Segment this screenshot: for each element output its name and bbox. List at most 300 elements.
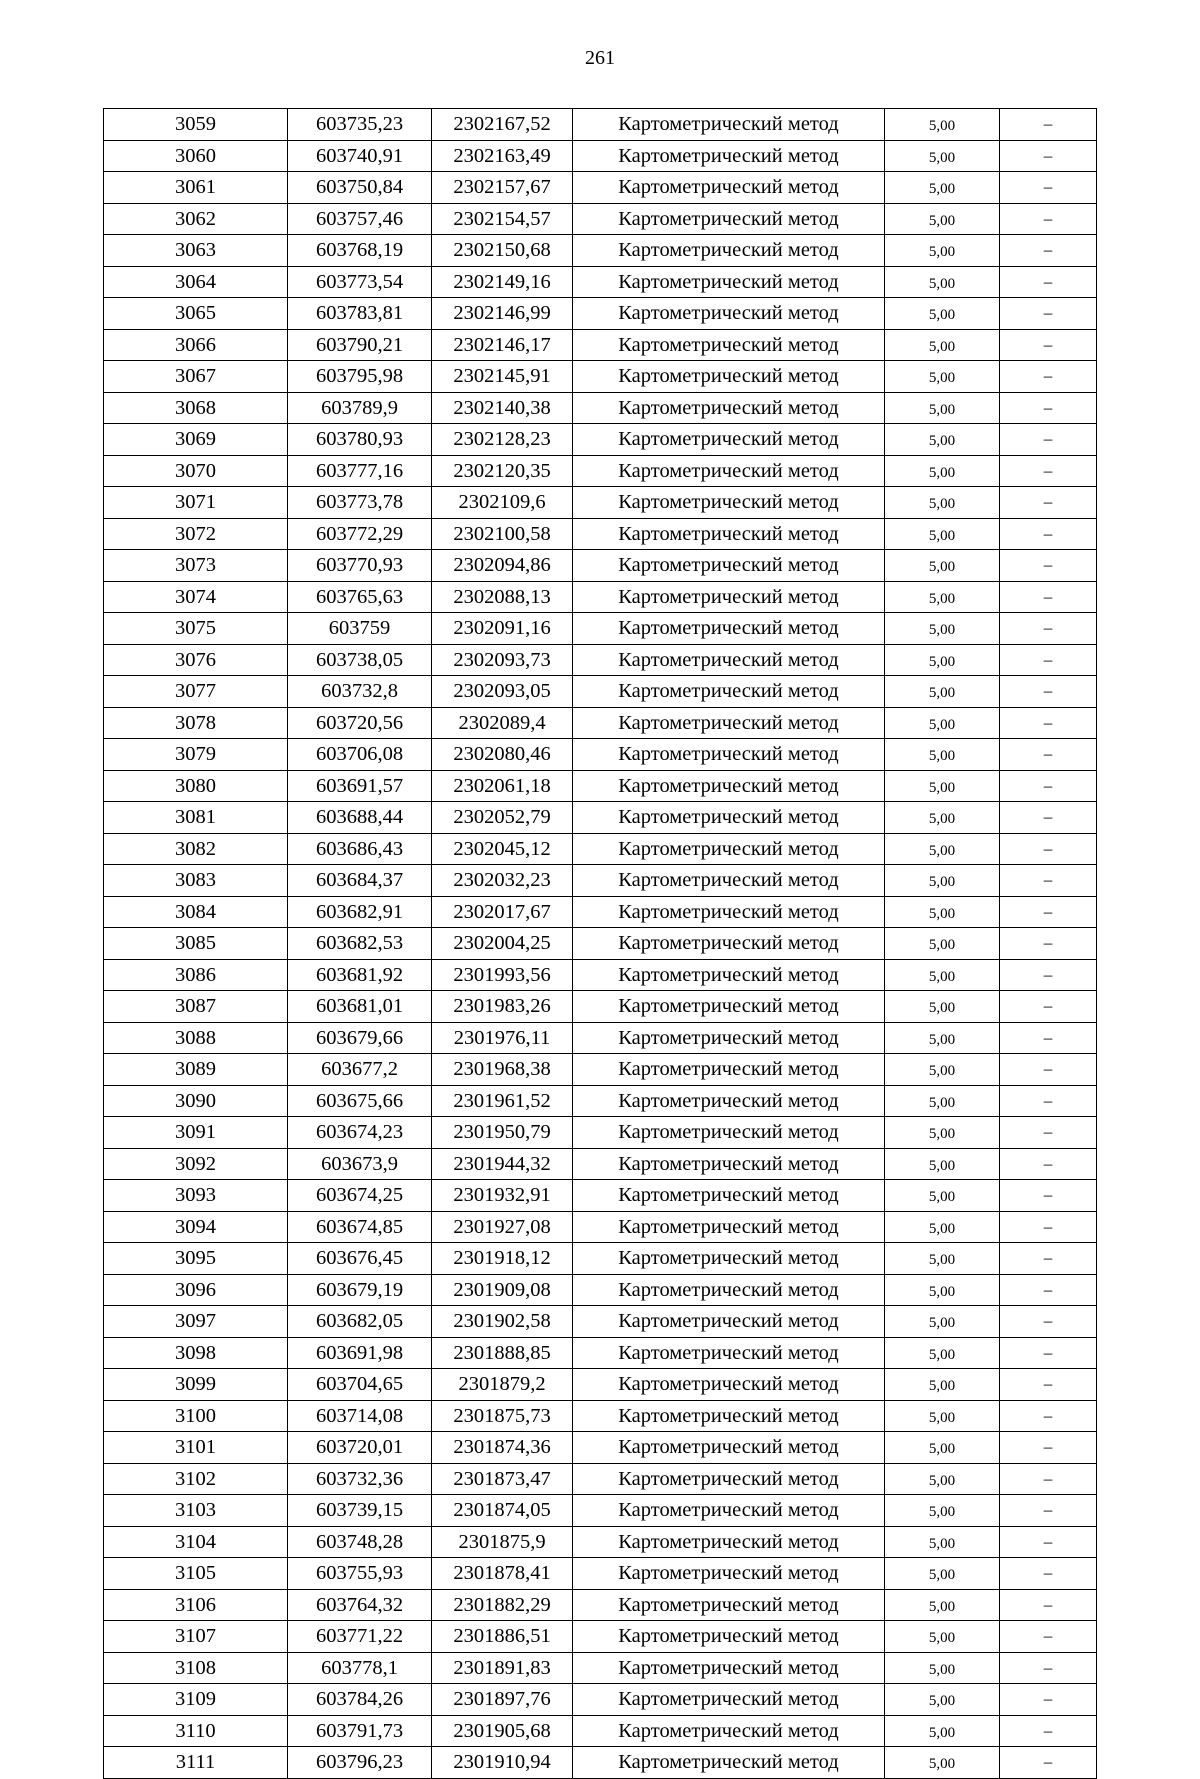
table-row [104,613,1097,645]
accuracy-cell: 5,00 [885,865,1000,897]
accuracy-cell: 5,00 [885,1526,1000,1558]
method-cell: Картометрический метод [573,613,885,645]
method-cell: Картометрический метод [573,298,885,330]
accuracy-cell: 5,00 [885,1211,1000,1243]
table-row [104,1085,1097,1117]
note-cell: – [1000,644,1097,676]
table-row [104,1463,1097,1495]
point-number-cell: 3106 [104,1589,288,1621]
table-row [104,1211,1097,1243]
accuracy-cell: 5,00 [885,1747,1000,1779]
note-cell: – [1000,1274,1097,1306]
note-cell: – [1000,1463,1097,1495]
x-coordinate-cell: 603735,23 [288,109,432,141]
method-cell: Картометрический метод [573,487,885,519]
method-cell: Картометрический метод [573,1747,885,1779]
y-coordinate-cell: 2301875,9 [432,1526,573,1558]
x-coordinate-cell: 603673,9 [288,1148,432,1180]
note-cell: – [1000,1180,1097,1212]
accuracy-cell: 5,00 [885,613,1000,645]
table-row [104,1621,1097,1653]
y-coordinate-cell: 2301874,05 [432,1495,573,1527]
x-coordinate-cell: 603783,81 [288,298,432,330]
point-number-cell: 3070 [104,455,288,487]
method-cell: Картометрический метод [573,581,885,613]
note-cell: – [1000,1400,1097,1432]
x-coordinate-cell: 603777,16 [288,455,432,487]
note-cell: – [1000,1652,1097,1684]
point-number-cell: 3100 [104,1400,288,1432]
method-cell: Картометрический метод [573,928,885,960]
table-row [104,1558,1097,1590]
x-coordinate-cell: 603738,05 [288,644,432,676]
x-coordinate-cell: 603682,91 [288,896,432,928]
note-cell: – [1000,266,1097,298]
accuracy-cell: 5,00 [885,802,1000,834]
point-number-cell: 3063 [104,235,288,267]
accuracy-cell: 5,00 [885,770,1000,802]
note-cell: – [1000,1243,1097,1275]
table-row [104,1148,1097,1180]
note-cell: – [1000,676,1097,708]
table-row [104,1684,1097,1716]
y-coordinate-cell: 2302109,6 [432,487,573,519]
note-cell: – [1000,361,1097,393]
accuracy-cell: 5,00 [885,833,1000,865]
point-number-cell: 3065 [104,298,288,330]
point-number-cell: 3089 [104,1054,288,1086]
method-cell: Картометрический метод [573,109,885,141]
note-cell: – [1000,1085,1097,1117]
y-coordinate-cell: 2302017,67 [432,896,573,928]
y-coordinate-cell: 2302093,05 [432,676,573,708]
accuracy-cell: 5,00 [885,644,1000,676]
point-number-cell: 3069 [104,424,288,456]
y-coordinate-cell: 2302149,16 [432,266,573,298]
table-row [104,865,1097,897]
method-cell: Картометрический метод [573,1621,885,1653]
table-row [104,172,1097,204]
point-number-cell: 3109 [104,1684,288,1716]
table-row [104,487,1097,519]
note-cell: – [1000,392,1097,424]
y-coordinate-cell: 2302088,13 [432,581,573,613]
x-coordinate-cell: 603732,36 [288,1463,432,1495]
y-coordinate-cell: 2302093,73 [432,644,573,676]
method-cell: Картометрический метод [573,1148,885,1180]
x-coordinate-cell: 603691,57 [288,770,432,802]
table-row [104,581,1097,613]
note-cell: – [1000,1432,1097,1464]
point-number-cell: 3078 [104,707,288,739]
table-row [104,518,1097,550]
method-cell: Картометрический метод [573,707,885,739]
x-coordinate-cell: 603778,1 [288,1652,432,1684]
point-number-cell: 3061 [104,172,288,204]
x-coordinate-cell: 603674,25 [288,1180,432,1212]
x-coordinate-cell: 603739,15 [288,1495,432,1527]
accuracy-cell: 5,00 [885,928,1000,960]
note-cell: – [1000,928,1097,960]
point-number-cell: 3059 [104,109,288,141]
y-coordinate-cell: 2301918,12 [432,1243,573,1275]
note-cell: – [1000,991,1097,1023]
method-cell: Картометрический метод [573,1558,885,1590]
note-cell: – [1000,487,1097,519]
accuracy-cell: 5,00 [885,487,1000,519]
accuracy-cell: 5,00 [885,991,1000,1023]
accuracy-cell: 5,00 [885,172,1000,204]
method-cell: Картометрический метод [573,1117,885,1149]
y-coordinate-cell: 2301909,08 [432,1274,573,1306]
x-coordinate-cell: 603720,01 [288,1432,432,1464]
method-cell: Картометрический метод [573,770,885,802]
x-coordinate-cell: 603688,44 [288,802,432,834]
note-cell: – [1000,865,1097,897]
point-number-cell: 3107 [104,1621,288,1653]
method-cell: Картометрический метод [573,266,885,298]
accuracy-cell: 5,00 [885,518,1000,550]
method-cell: Картометрический метод [573,676,885,708]
y-coordinate-cell: 2301993,56 [432,959,573,991]
x-coordinate-cell: 603773,54 [288,266,432,298]
note-cell: – [1000,424,1097,456]
note-cell: – [1000,235,1097,267]
y-coordinate-cell: 2301886,51 [432,1621,573,1653]
note-cell: – [1000,1054,1097,1086]
accuracy-cell: 5,00 [885,1117,1000,1149]
note-cell: – [1000,455,1097,487]
x-coordinate-cell: 603681,92 [288,959,432,991]
table-row [104,1589,1097,1621]
method-cell: Картометрический метод [573,1337,885,1369]
note-cell: – [1000,896,1097,928]
y-coordinate-cell: 2302061,18 [432,770,573,802]
accuracy-cell: 5,00 [885,1369,1000,1401]
x-coordinate-cell: 603772,29 [288,518,432,550]
y-coordinate-cell: 2301873,47 [432,1463,573,1495]
accuracy-cell: 5,00 [885,1715,1000,1747]
table-row [104,1652,1097,1684]
method-cell: Картометрический метод [573,329,885,361]
method-cell: Картометрический метод [573,896,885,928]
y-coordinate-cell: 2301976,11 [432,1022,573,1054]
method-cell: Картометрический метод [573,1022,885,1054]
accuracy-cell: 5,00 [885,896,1000,928]
y-coordinate-cell: 2302032,23 [432,865,573,897]
table-row [104,1747,1097,1779]
accuracy-cell: 5,00 [885,1400,1000,1432]
accuracy-cell: 5,00 [885,1085,1000,1117]
note-cell: – [1000,140,1097,172]
accuracy-cell: 5,00 [885,235,1000,267]
x-coordinate-cell: 603681,01 [288,991,432,1023]
accuracy-cell: 5,00 [885,1180,1000,1212]
x-coordinate-cell: 603768,19 [288,235,432,267]
y-coordinate-cell: 2302146,99 [432,298,573,330]
note-cell: – [1000,172,1097,204]
accuracy-cell: 5,00 [885,361,1000,393]
accuracy-cell: 5,00 [885,140,1000,172]
point-number-cell: 3088 [104,1022,288,1054]
x-coordinate-cell: 603704,65 [288,1369,432,1401]
table-row [104,1715,1097,1747]
note-cell: – [1000,1211,1097,1243]
x-coordinate-cell: 603677,2 [288,1054,432,1086]
y-coordinate-cell: 2301879,2 [432,1369,573,1401]
y-coordinate-cell: 2302120,35 [432,455,573,487]
method-cell: Картометрический метод [573,959,885,991]
point-number-cell: 3076 [104,644,288,676]
y-coordinate-cell: 2302167,52 [432,109,573,141]
accuracy-cell: 5,00 [885,707,1000,739]
accuracy-cell: 5,00 [885,1054,1000,1086]
table-row [104,770,1097,802]
point-number-cell: 3074 [104,581,288,613]
point-number-cell: 3073 [104,550,288,582]
note-cell: – [1000,1369,1097,1401]
y-coordinate-cell: 2302089,4 [432,707,573,739]
point-number-cell: 3110 [104,1715,288,1747]
accuracy-cell: 5,00 [885,329,1000,361]
y-coordinate-cell: 2301882,29 [432,1589,573,1621]
point-number-cell: 3105 [104,1558,288,1590]
y-coordinate-cell: 2301878,41 [432,1558,573,1590]
table-row [104,959,1097,991]
method-cell: Картометрический метод [573,1463,885,1495]
accuracy-cell: 5,00 [885,1621,1000,1653]
x-coordinate-cell: 603740,91 [288,140,432,172]
accuracy-cell: 5,00 [885,392,1000,424]
table-row [104,896,1097,928]
accuracy-cell: 5,00 [885,1463,1000,1495]
y-coordinate-cell: 2301961,52 [432,1085,573,1117]
point-number-cell: 3084 [104,896,288,928]
note-cell: – [1000,707,1097,739]
y-coordinate-cell: 2301927,08 [432,1211,573,1243]
x-coordinate-cell: 603773,78 [288,487,432,519]
x-coordinate-cell: 603732,8 [288,676,432,708]
note-cell: – [1000,833,1097,865]
accuracy-cell: 5,00 [885,1684,1000,1716]
table-row [104,266,1097,298]
note-cell: – [1000,613,1097,645]
y-coordinate-cell: 2301902,58 [432,1306,573,1338]
accuracy-cell: 5,00 [885,676,1000,708]
y-coordinate-cell: 2302150,68 [432,235,573,267]
note-cell: – [1000,1117,1097,1149]
method-cell: Картометрический метод [573,361,885,393]
x-coordinate-cell: 603780,93 [288,424,432,456]
point-number-cell: 3085 [104,928,288,960]
table-row [104,833,1097,865]
method-cell: Картометрический метод [573,991,885,1023]
table-row [104,1337,1097,1369]
point-number-cell: 3091 [104,1117,288,1149]
accuracy-cell: 5,00 [885,739,1000,771]
method-cell: Картометрический метод [573,455,885,487]
y-coordinate-cell: 2301968,38 [432,1054,573,1086]
method-cell: Картометрический метод [573,1400,885,1432]
x-coordinate-cell: 603684,37 [288,865,432,897]
table-row [104,550,1097,582]
table-row [104,1243,1097,1275]
x-coordinate-cell: 603759 [288,613,432,645]
method-cell: Картометрический метод [573,550,885,582]
accuracy-cell: 5,00 [885,1148,1000,1180]
note-cell: – [1000,1621,1097,1653]
y-coordinate-cell: 2301983,26 [432,991,573,1023]
accuracy-cell: 5,00 [885,1495,1000,1527]
method-cell: Картометрический метод [573,644,885,676]
x-coordinate-cell: 603784,26 [288,1684,432,1716]
method-cell: Картометрический метод [573,1432,885,1464]
table-row [104,203,1097,235]
x-coordinate-cell: 603795,98 [288,361,432,393]
x-coordinate-cell: 603706,08 [288,739,432,771]
y-coordinate-cell: 2301891,83 [432,1652,573,1684]
x-coordinate-cell: 603682,53 [288,928,432,960]
method-cell: Картометрический метод [573,833,885,865]
x-coordinate-cell: 603757,46 [288,203,432,235]
point-number-cell: 3082 [104,833,288,865]
accuracy-cell: 5,00 [885,1432,1000,1464]
note-cell: – [1000,1558,1097,1590]
x-coordinate-cell: 603676,45 [288,1243,432,1275]
x-coordinate-cell: 603796,23 [288,1747,432,1779]
note-cell: – [1000,1148,1097,1180]
note-cell: – [1000,298,1097,330]
y-coordinate-cell: 2301932,91 [432,1180,573,1212]
y-coordinate-cell: 2302004,25 [432,928,573,960]
accuracy-cell: 5,00 [885,550,1000,582]
x-coordinate-cell: 603748,28 [288,1526,432,1558]
y-coordinate-cell: 2302163,49 [432,140,573,172]
y-coordinate-cell: 2301910,94 [432,1747,573,1779]
table-row [104,802,1097,834]
note-cell: – [1000,1715,1097,1747]
method-cell: Картометрический метод [573,392,885,424]
method-cell: Картометрический метод [573,1715,885,1747]
note-cell: – [1000,1589,1097,1621]
method-cell: Картометрический метод [573,1180,885,1212]
y-coordinate-cell: 2301874,36 [432,1432,573,1464]
point-number-cell: 3080 [104,770,288,802]
method-cell: Картометрический метод [573,739,885,771]
y-coordinate-cell: 2302154,57 [432,203,573,235]
point-number-cell: 3102 [104,1463,288,1495]
y-coordinate-cell: 2301905,68 [432,1715,573,1747]
x-coordinate-cell: 603764,32 [288,1589,432,1621]
x-coordinate-cell: 603682,05 [288,1306,432,1338]
point-number-cell: 3068 [104,392,288,424]
method-cell: Картометрический метод [573,1085,885,1117]
x-coordinate-cell: 603765,63 [288,581,432,613]
note-cell: – [1000,550,1097,582]
y-coordinate-cell: 2302091,16 [432,613,573,645]
table-row [104,235,1097,267]
y-coordinate-cell: 2302100,58 [432,518,573,550]
note-cell: – [1000,1526,1097,1558]
point-number-cell: 3099 [104,1369,288,1401]
accuracy-cell: 5,00 [885,1274,1000,1306]
point-number-cell: 3101 [104,1432,288,1464]
method-cell: Картометрический метод [573,172,885,204]
page-number: 261 [585,47,615,69]
x-coordinate-cell: 603720,56 [288,707,432,739]
x-coordinate-cell: 603789,9 [288,392,432,424]
table-row [104,707,1097,739]
table-row [104,392,1097,424]
accuracy-cell: 5,00 [885,1337,1000,1369]
table-row [104,361,1097,393]
table-row [104,424,1097,456]
method-cell: Картометрический метод [573,1495,885,1527]
y-coordinate-cell: 2301950,79 [432,1117,573,1149]
point-number-cell: 3081 [104,802,288,834]
table-row [104,1369,1097,1401]
table-row [104,1022,1097,1054]
x-coordinate-cell: 603771,22 [288,1621,432,1653]
point-number-cell: 3111 [104,1747,288,1779]
accuracy-cell: 5,00 [885,1589,1000,1621]
note-cell: – [1000,518,1097,550]
y-coordinate-cell: 2301897,76 [432,1684,573,1716]
table-row [104,1306,1097,1338]
coordinates-table [103,108,1097,1779]
x-coordinate-cell: 603674,23 [288,1117,432,1149]
method-cell: Картометрический метод [573,1652,885,1684]
point-number-cell: 3086 [104,959,288,991]
point-number-cell: 3075 [104,613,288,645]
y-coordinate-cell: 2301875,73 [432,1400,573,1432]
x-coordinate-cell: 603675,66 [288,1085,432,1117]
y-coordinate-cell: 2302080,46 [432,739,573,771]
accuracy-cell: 5,00 [885,959,1000,991]
table-row [104,109,1097,141]
table-row [104,1400,1097,1432]
point-number-cell: 3093 [104,1180,288,1212]
table-row [104,644,1097,676]
y-coordinate-cell: 2302052,79 [432,802,573,834]
point-number-cell: 3077 [104,676,288,708]
note-cell: – [1000,109,1097,141]
x-coordinate-cell: 603679,66 [288,1022,432,1054]
y-coordinate-cell: 2301944,32 [432,1148,573,1180]
note-cell: – [1000,1495,1097,1527]
method-cell: Картометрический метод [573,1684,885,1716]
x-coordinate-cell: 603691,98 [288,1337,432,1369]
method-cell: Картометрический метод [573,140,885,172]
method-cell: Картометрический метод [573,1526,885,1558]
table-row [104,298,1097,330]
point-number-cell: 3096 [104,1274,288,1306]
accuracy-cell: 5,00 [885,266,1000,298]
x-coordinate-cell: 603714,08 [288,1400,432,1432]
accuracy-cell: 5,00 [885,581,1000,613]
table-row [104,1495,1097,1527]
y-coordinate-cell: 2301888,85 [432,1337,573,1369]
x-coordinate-cell: 603686,43 [288,833,432,865]
point-number-cell: 3098 [104,1337,288,1369]
note-cell: – [1000,739,1097,771]
accuracy-cell: 5,00 [885,1306,1000,1338]
point-number-cell: 3079 [104,739,288,771]
point-number-cell: 3067 [104,361,288,393]
point-number-cell: 3066 [104,329,288,361]
method-cell: Картометрический метод [573,802,885,834]
method-cell: Картометрический метод [573,518,885,550]
